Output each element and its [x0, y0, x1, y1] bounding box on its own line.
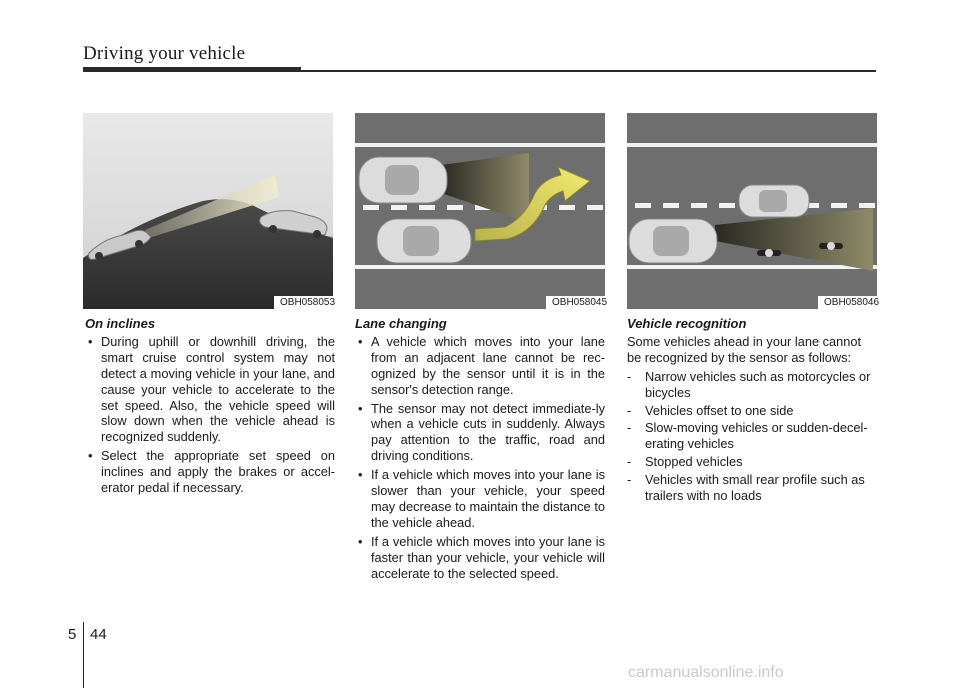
header-rule-thick: [83, 67, 301, 72]
figure-lane-changing: [355, 113, 605, 309]
vehicle-recognition-illustration: [627, 113, 877, 309]
column-inclines: [85, 316, 335, 499]
footer-section-number: 5: [68, 626, 77, 643]
dash-list: [627, 369, 877, 504]
dash-item: - Narrow vehicles such as motorcycles or bicycles: [627, 369, 877, 401]
footer-divider: [83, 622, 84, 688]
watermark: carmanualsonline.info: [628, 664, 784, 681]
motorcycle-1: [757, 249, 781, 257]
bullet-list: [355, 334, 605, 582]
car-lane-changer: [359, 157, 447, 203]
dash-item: - Stopped vehicles: [627, 454, 877, 470]
bullet-item: • A vehicle which moves into your lane from an adjacent lane cannot be rec-ognized by the sensor until it is in the sensor's detection range.: [355, 334, 605, 398]
motorcycle-2: [819, 242, 843, 250]
bullet-item: • The sensor may not detect immediate-ly when a vehicle cuts in suddenly. Always pay attention to the traffic, road and driving conditions.: [355, 401, 605, 465]
column-vehicle-recognition: [627, 316, 877, 506]
dash-item: - Slow-moving vehicles or sudden-decel-erating vehicles: [627, 420, 877, 452]
dash-item: - Vehicles offset to one side: [627, 403, 877, 419]
car-own: [629, 219, 717, 263]
figure-code: OBH058046: [818, 296, 877, 309]
section-heading: Vehicle recognition: [627, 316, 747, 331]
car-offset-ahead: [739, 185, 809, 217]
column-lane-changing: [355, 316, 605, 585]
figure-inclines: [83, 113, 333, 309]
bullet-item: • Select the appropriate set speed on inclines and apply the brakes or accel-erator pedal if necessary.: [85, 448, 335, 496]
bullet-item: • If a vehicle which moves into your lane is faster than your vehicle, your vehicle will accelerate to the selected speed.: [355, 534, 605, 582]
figure-code: OBH058045: [546, 296, 605, 309]
bullet-item: • During uphill or downhill driving, the smart cruise control system may not detect a moving vehicle in your lane, and cause your vehicle to accelerate to the set speed. Also, the vehicle speed will slow down when the vehicle ahead is recognized suddenly.: [85, 334, 335, 445]
bullet-item: • If a vehicle which moves into your lane is slower than your vehicle, your speed may decrease to maintain the distance to the vehicle ahead.: [355, 467, 605, 531]
page-header-title: Driving your vehicle: [83, 43, 246, 64]
figure-vehicle-recognition: [627, 113, 877, 309]
lane-changing-illustration: [355, 113, 605, 309]
bullet-list: [85, 334, 335, 496]
section-intro: Some vehicles ahead in your lane cannot be recognized by the sensor as follows:: [627, 333, 862, 365]
section-heading: On inclines: [85, 316, 156, 331]
car-own: [377, 219, 471, 263]
section-heading: Lane changing: [355, 316, 447, 331]
inclines-illustration: [83, 113, 333, 309]
header-rule-thin: [301, 70, 876, 72]
figure-code: OBH058053: [274, 296, 333, 309]
footer-page-number: 44: [90, 626, 107, 643]
dash-item: - Vehicles with small rear profile such as trailers with no loads: [627, 472, 877, 504]
